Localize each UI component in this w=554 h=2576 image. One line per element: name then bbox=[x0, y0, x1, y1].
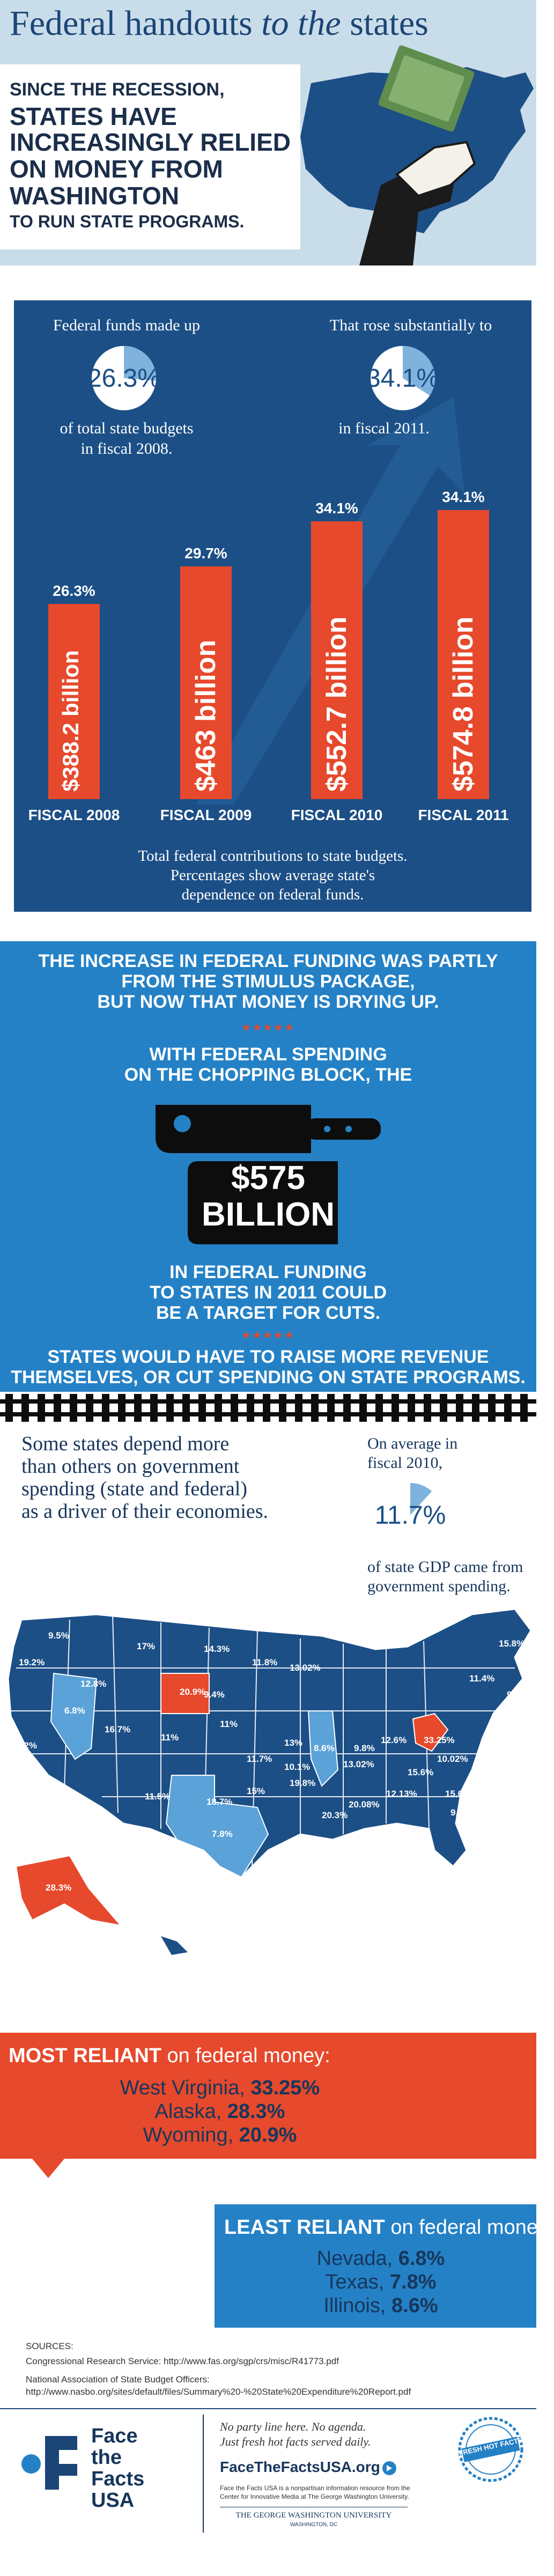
fence-post bbox=[5, 1394, 13, 1422]
fence-post bbox=[424, 1394, 431, 1422]
map-state-value: 15.6% bbox=[408, 1767, 434, 1777]
fence-post bbox=[343, 1394, 351, 1422]
footer bbox=[0, 2408, 536, 2576]
increase-text-1c: BUT NOW THAT MONEY IS DRYING UP. bbox=[97, 992, 439, 1012]
fence-post bbox=[134, 1394, 142, 1422]
bar-category-label: FISCAL 2010 bbox=[291, 807, 383, 823]
least-reliant-2: Texas, 7.8% bbox=[325, 2271, 437, 2293]
stamp-text: FRESH HOT FACTS bbox=[458, 2435, 523, 2457]
increase-text-2b: ON THE CHOPPING BLOCK, THE bbox=[124, 1065, 412, 1085]
increase-text-4b: THEMSELVES, OR CUT SPENDING ON STATE PROGRAMS. bbox=[11, 1367, 526, 1387]
map-state-value: 9.72% bbox=[450, 1807, 477, 1818]
most-reliant-title: MOST RELIANT on federal money: bbox=[9, 2044, 330, 2067]
map-state-value: 17% bbox=[137, 1641, 156, 1651]
fence-post bbox=[263, 1394, 270, 1422]
logo-text-usa: USA bbox=[91, 2489, 135, 2512]
pie-gdp bbox=[375, 1480, 445, 1550]
map-state-value: 8.6% bbox=[501, 1719, 522, 1729]
hero-text-panel bbox=[0, 64, 300, 249]
fence-post bbox=[279, 1394, 286, 1422]
footer-note-1: Face the Facts USA is a nonpartisan information resource from the bbox=[220, 2484, 410, 2492]
most-reliant-2: Alaska, 28.3% bbox=[154, 2100, 285, 2123]
map-avg-4: government spending. bbox=[367, 1577, 511, 1595]
footer-divider bbox=[203, 2415, 204, 2533]
fence-post bbox=[21, 1394, 29, 1422]
map-state-value: 13.7% bbox=[306, 1837, 332, 1847]
map-avg-3: of state GDP came from bbox=[367, 1558, 523, 1576]
map-avg-1: On average in bbox=[367, 1435, 458, 1452]
map-state-value: 9.4% bbox=[204, 1689, 225, 1700]
map-state-value: 12.13% bbox=[386, 1789, 417, 1799]
map-state-value: 9.5% bbox=[48, 1630, 69, 1641]
fence-post bbox=[456, 1394, 463, 1422]
bar-percent-label: 29.7% bbox=[184, 545, 227, 562]
map-state-value: 19.2% bbox=[19, 1657, 45, 1667]
bar-category-label: FISCAL 2009 bbox=[160, 807, 252, 823]
map-state-value: 6.8% bbox=[64, 1706, 85, 1716]
gwu-name: THE GEORGE WASHINGTON UNIVERSITY bbox=[235, 2511, 392, 2520]
most-reliant-1: West Virginia, 33.25% bbox=[120, 2077, 320, 2099]
increase-text-1a: THE INCREASE IN FEDERAL FUNDING WAS PARTLY bbox=[38, 951, 498, 971]
bar-value-label: $552.7 billion bbox=[321, 616, 352, 792]
pie-center-label: 34.1% bbox=[366, 364, 440, 393]
increase-text-2a: WITH FEDERAL SPENDING bbox=[149, 1044, 387, 1065]
bar-percent-label: 34.1% bbox=[315, 500, 358, 516]
page-title: Federal handouts to the states bbox=[10, 4, 429, 43]
fence-post bbox=[247, 1394, 254, 1422]
map-state-value: 20.9% bbox=[180, 1687, 206, 1697]
map-state-value: 15.8% bbox=[499, 1638, 525, 1649]
fence-post bbox=[295, 1394, 302, 1422]
map-value-labels bbox=[0, 1598, 541, 1974]
pie-center-label: 11.7% bbox=[374, 1501, 446, 1530]
cuts-amount: $575 bbox=[231, 1160, 305, 1197]
funds-right-text-2: in fiscal 2011. bbox=[338, 419, 430, 437]
source-crs[interactable]: Congressional Research Service: http://www.fas.org/sgp/crs/misc/R41773.pdf bbox=[26, 2356, 339, 2366]
arrow-right-icon[interactable] bbox=[382, 2461, 397, 2476]
increase-text-3c: BE A TARGET FOR CUTS. bbox=[156, 1303, 381, 1323]
hero-line-6: TO RUN STATE PROGRAMS. bbox=[10, 212, 245, 231]
footer-tagline-2: Just fresh hot facts served daily. bbox=[220, 2435, 371, 2448]
map-avg-2: fiscal 2010, bbox=[367, 1454, 442, 1472]
increase-text-3a: IN FEDERAL FUNDING bbox=[169, 1262, 367, 1282]
increase-text-3b: TO STATES IN 2011 COULD bbox=[149, 1282, 387, 1303]
fence-divider bbox=[0, 1392, 536, 1424]
fence-post bbox=[440, 1394, 447, 1422]
fence-post bbox=[375, 1394, 383, 1422]
fence-post bbox=[86, 1394, 93, 1422]
fence-post bbox=[504, 1394, 512, 1422]
fence-post bbox=[359, 1394, 367, 1422]
fence-post bbox=[182, 1394, 190, 1422]
map-state-value: 11.4% bbox=[469, 1673, 495, 1684]
funds-left-text-3: in fiscal 2008. bbox=[80, 440, 173, 457]
map-intro-4: as a driver of their economies. bbox=[21, 1500, 269, 1523]
map-state-value: 13% bbox=[284, 1738, 303, 1748]
federal-funds-panel bbox=[14, 300, 531, 912]
map-state-value: 13.02% bbox=[343, 1759, 374, 1769]
map-state-value: 14.3% bbox=[204, 1644, 230, 1654]
map-state-value: 15% bbox=[247, 1786, 265, 1796]
hero-line-2: STATES HAVE bbox=[10, 102, 177, 130]
map-state-value: 16.8% bbox=[172, 1856, 198, 1866]
map-state-value: 18.7% bbox=[206, 1797, 233, 1807]
fence-post bbox=[392, 1394, 399, 1422]
fence-post bbox=[472, 1394, 479, 1422]
divider-stars-1: ★★★★★ bbox=[241, 1022, 295, 1034]
map-state-value: 15.6% bbox=[445, 1789, 471, 1799]
map-state-value: 8.6% bbox=[314, 1743, 335, 1753]
fence-post bbox=[166, 1394, 174, 1422]
footer-note-2: Center for Innovative Media at The George Washington University. bbox=[220, 2493, 409, 2500]
most-panel-tail bbox=[0, 2159, 107, 2180]
fence-post bbox=[102, 1394, 109, 1422]
divider-stars-2: ★★★★★ bbox=[241, 1330, 295, 1341]
map-state-value: 9.9% bbox=[483, 1738, 504, 1748]
map-state-value: 13.02% bbox=[290, 1663, 321, 1673]
sources-heading: SOURCES: bbox=[26, 2341, 73, 2351]
bar-category-label: FISCAL 2011 bbox=[418, 807, 509, 823]
funds-caption-1: Total federal contributions to state budgets. bbox=[138, 847, 408, 865]
least-reliant-title: LEAST RELIANT on federal money: bbox=[224, 2216, 554, 2239]
hero-line-4: ON MONEY FROM bbox=[10, 155, 223, 183]
funds-caption-2: Percentages show average state's bbox=[170, 867, 375, 884]
source-nasbo-label: National Association of State Budget Officers: bbox=[26, 2374, 210, 2385]
bar-chart bbox=[14, 300, 531, 826]
header bbox=[0, 0, 536, 51]
map-state-value: 9.02% bbox=[507, 1689, 533, 1700]
least-reliant-1: Nevada, 6.8% bbox=[316, 2247, 445, 2270]
funds-right-text-1: That rose substantially to bbox=[329, 316, 492, 334]
hero-line-1: SINCE THE RECESSION, bbox=[10, 79, 225, 100]
map-state-value: 13.5% bbox=[501, 1751, 528, 1761]
bar-percent-label: 34.1% bbox=[442, 489, 485, 505]
map-state-value: 16.7% bbox=[105, 1724, 131, 1734]
map-state-value: 16.8% bbox=[515, 1711, 541, 1721]
map-state-value: 10.02% bbox=[437, 1754, 468, 1764]
bar-value-label: $463 billion bbox=[190, 639, 221, 792]
map-state-value: 13.6% bbox=[512, 1700, 538, 1710]
funding-cuts-panel bbox=[0, 941, 536, 1392]
map-state-value: 11.5% bbox=[145, 1791, 171, 1802]
logo-text-facts: Facts bbox=[91, 2468, 145, 2490]
cuts-amount-unit: BILLION bbox=[202, 1196, 335, 1233]
gwu-city: WASHINGTON, DC bbox=[290, 2522, 338, 2528]
face-the-facts-logo-icon bbox=[21, 2431, 80, 2495]
map-state-value: 33.25% bbox=[424, 1735, 455, 1745]
most-reliant-3: Wyoming, 20.9% bbox=[143, 2124, 297, 2146]
map-intro-3: spending (state and federal) bbox=[21, 1478, 247, 1500]
us-map-money-illustration bbox=[290, 51, 536, 265]
fence-post bbox=[327, 1394, 335, 1422]
increase-text-4a: STATES WOULD HAVE TO RAISE MORE REVENUE bbox=[47, 1347, 489, 1367]
fence-post bbox=[488, 1394, 496, 1422]
logo-text-face: Face bbox=[91, 2425, 138, 2447]
footer-site-link[interactable]: FaceTheFactsUSA.org bbox=[220, 2459, 380, 2475]
map-state-value: 11.7% bbox=[247, 1754, 272, 1764]
fence-post bbox=[231, 1394, 238, 1422]
map-state-value: 12% bbox=[19, 1740, 38, 1751]
source-nasbo-link[interactable]: http://www.nasbo.org/sites/default/files/Summary%20-%20State%20Expenditure%20Report.pdf bbox=[26, 2387, 411, 2397]
funds-caption-3: dependence on federal funds. bbox=[181, 886, 364, 903]
fence-post bbox=[215, 1394, 222, 1422]
bar-percent-label: 26.3% bbox=[53, 582, 95, 599]
map-state-value: 12.8% bbox=[80, 1679, 107, 1689]
funds-left-text-1: Federal funds made up bbox=[53, 316, 201, 334]
map-state-value: 12.6% bbox=[381, 1735, 407, 1745]
map-intro-1: Some states depend more bbox=[21, 1433, 230, 1455]
bar-value-label: $388.2 billion bbox=[58, 650, 83, 792]
fence-post bbox=[54, 1394, 61, 1422]
increase-text-1b: FROM THE STIMULUS PACKAGE, bbox=[121, 971, 415, 992]
bar-value-label: $574.8 billion bbox=[448, 616, 479, 792]
most-reliant-panel bbox=[0, 2033, 536, 2159]
map-state-value: 7.8% bbox=[212, 1829, 233, 1839]
map-state-value: 20.08% bbox=[349, 1799, 380, 1810]
logo-text-the: the bbox=[91, 2446, 122, 2469]
map-intro-2: than others on government bbox=[21, 1455, 240, 1478]
map-state-value: 11% bbox=[220, 1719, 238, 1729]
map-state-value: 20.3% bbox=[322, 1810, 348, 1820]
map-state-value: 11.8% bbox=[252, 1657, 278, 1667]
map-state-value: 19.8% bbox=[290, 1778, 316, 1788]
fence-post bbox=[70, 1394, 77, 1422]
map-state-value: 28.3% bbox=[46, 1883, 72, 1893]
map-state-value: 9.8% bbox=[354, 1743, 375, 1753]
fence-post bbox=[118, 1394, 125, 1422]
least-reliant-panel bbox=[215, 2204, 554, 2328]
least-reliant-3: Illinois, 8.6% bbox=[323, 2294, 438, 2317]
fence-post bbox=[520, 1394, 528, 1422]
fence-post bbox=[150, 1394, 158, 1422]
fence-post bbox=[311, 1394, 319, 1422]
fence-post bbox=[198, 1394, 206, 1422]
map-state-value: 10.1% bbox=[284, 1762, 311, 1772]
fence-post bbox=[38, 1394, 45, 1422]
hero-line-3: INCREASINGLY RELIED bbox=[10, 128, 291, 156]
map-state-value: 11% bbox=[161, 1732, 179, 1743]
pie-center-label: 26.3% bbox=[87, 364, 161, 393]
fence-post bbox=[408, 1394, 415, 1422]
map-state-value: 9.43% bbox=[472, 1837, 498, 1847]
footer-tagline-1: No party line here. No agenda. bbox=[220, 2420, 366, 2433]
funds-left-text-2: of total state budgets bbox=[60, 419, 194, 437]
map-state-value: 12.03% bbox=[472, 1770, 503, 1780]
hero-line-5: WASHINGTON bbox=[10, 182, 180, 210]
bar-category-label: FISCAL 2008 bbox=[28, 807, 120, 823]
